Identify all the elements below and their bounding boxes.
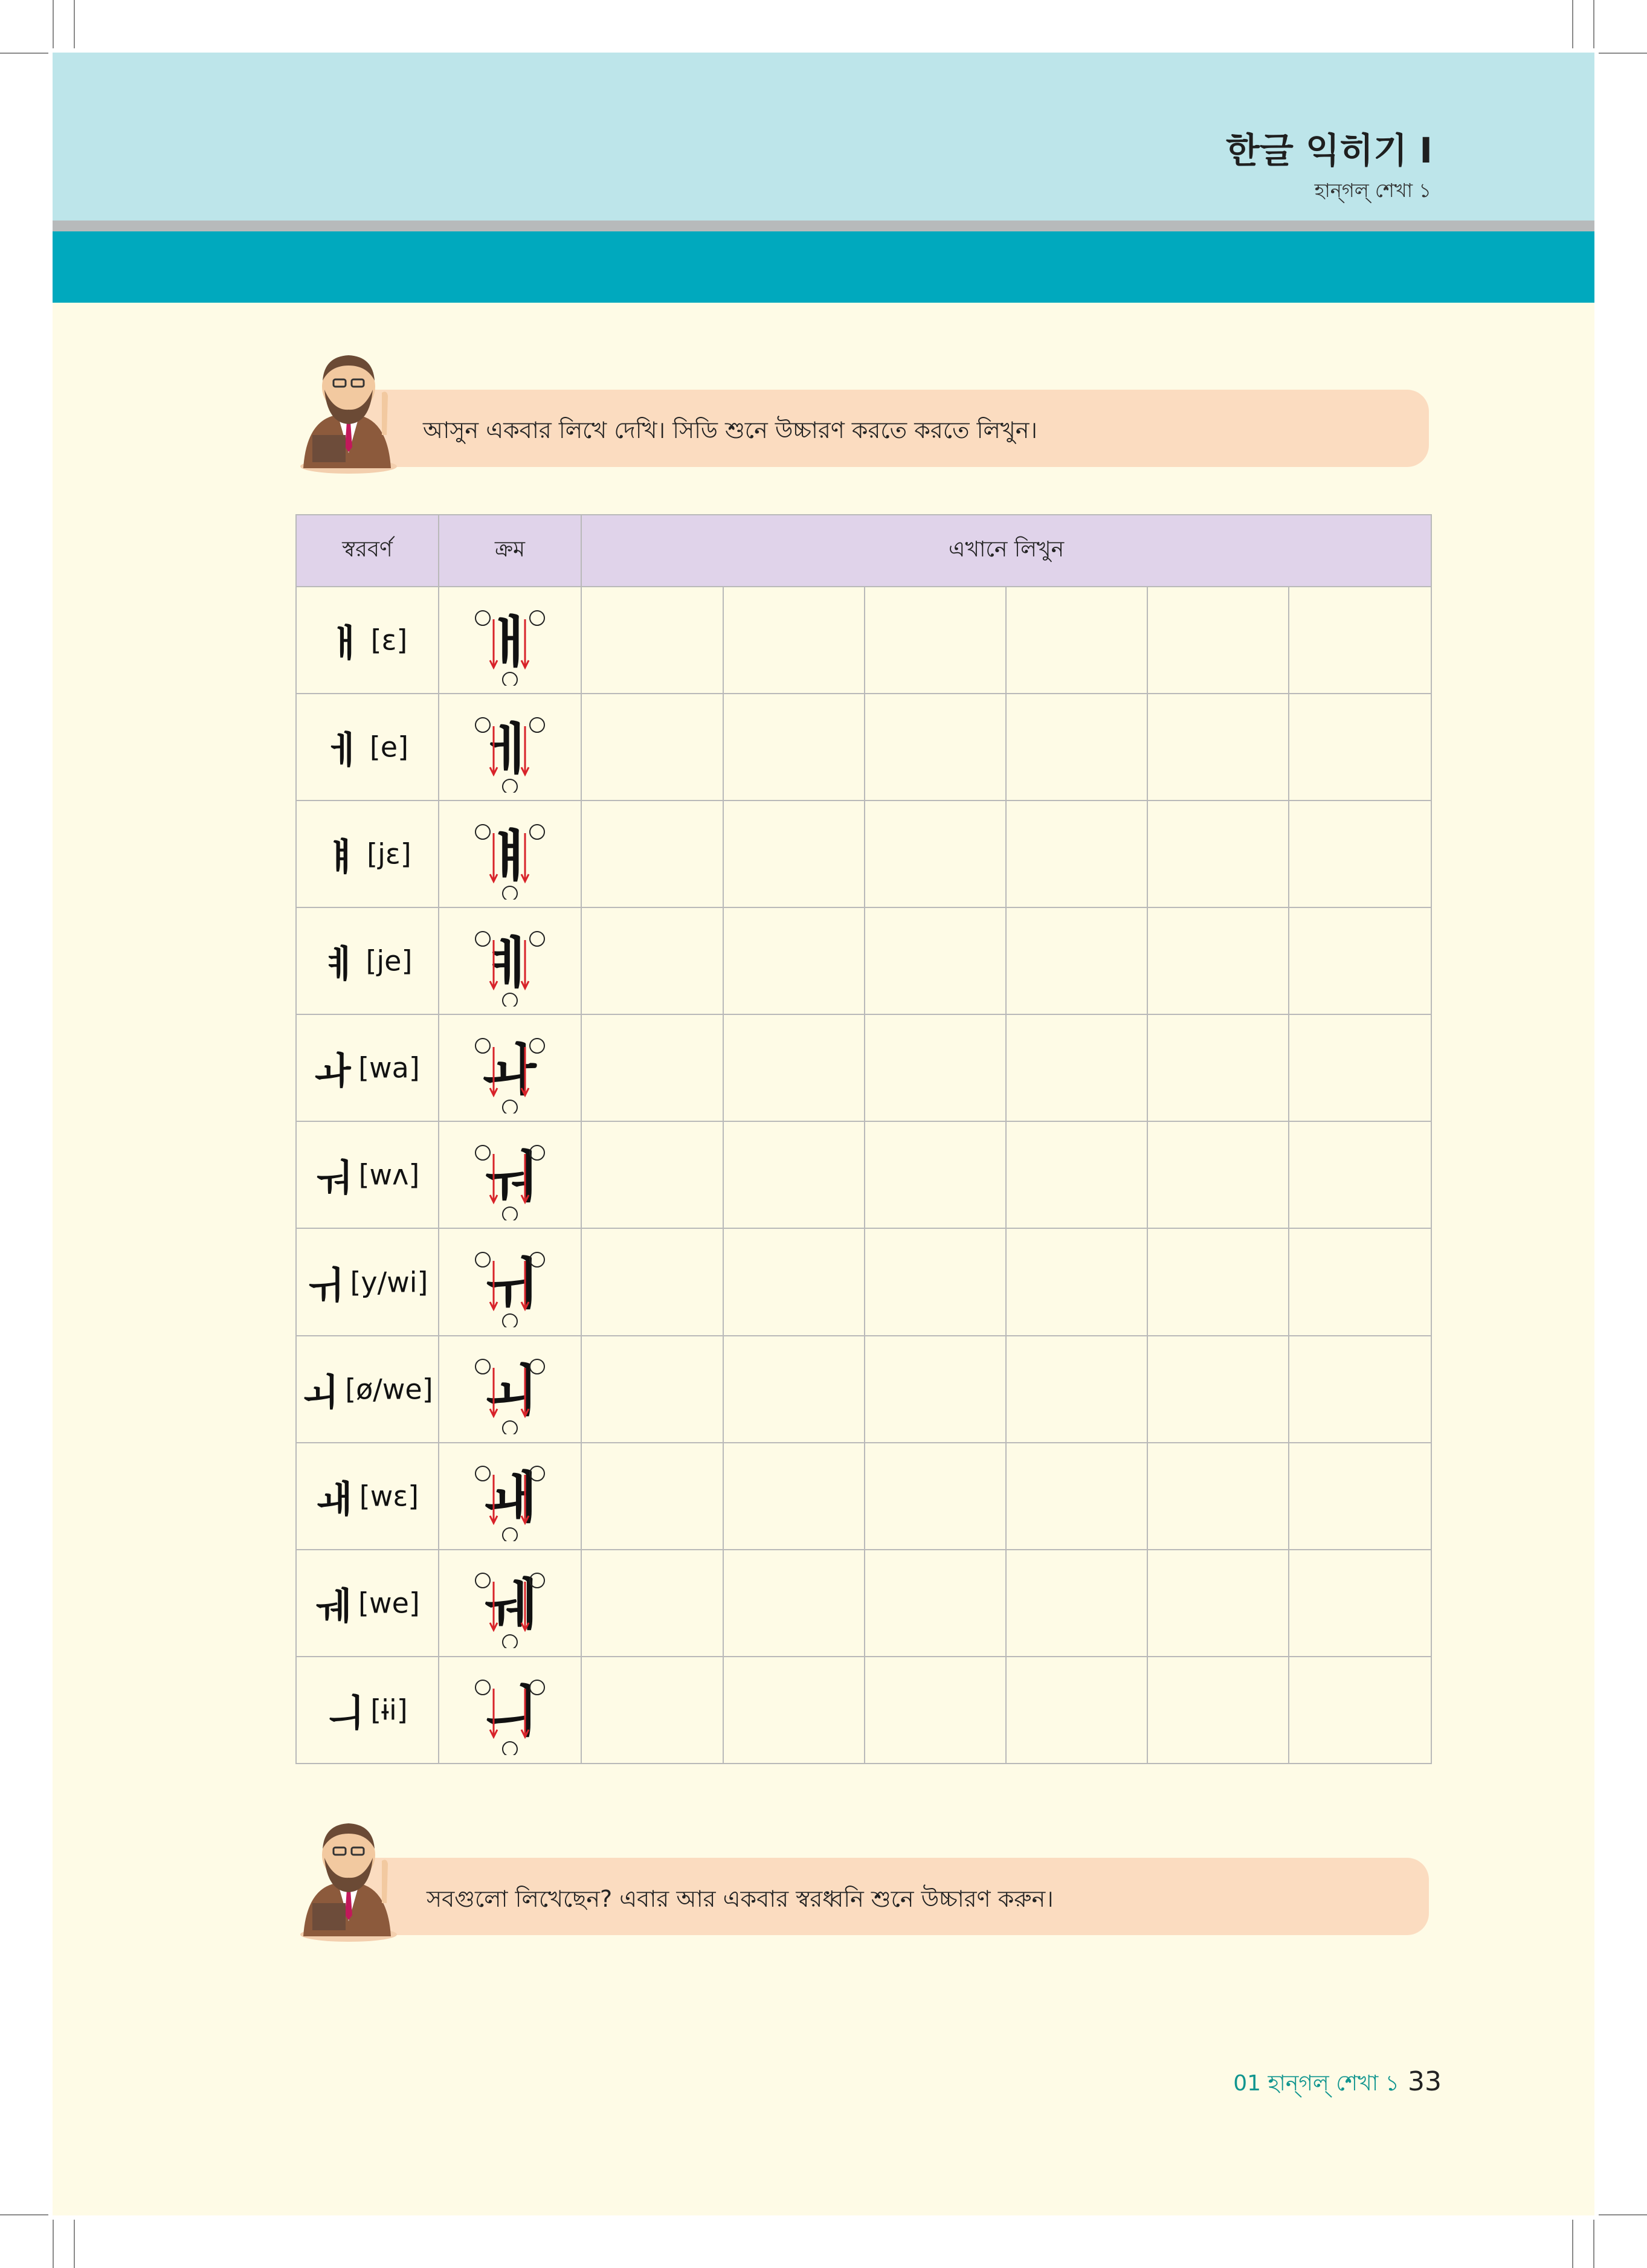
writing-practice-cell[interactable] [1147, 1336, 1289, 1443]
vowel-cell [296, 907, 439, 1014]
writing-practice-cell[interactable] [1006, 1014, 1147, 1121]
crop-mark [74, 0, 75, 48]
stroke-order-glyph: ㅟ [483, 1252, 537, 1316]
stroke-order-cell [439, 1121, 581, 1228]
vowel-character: ㅒ [323, 835, 360, 880]
stroke-order-cell [439, 801, 581, 907]
stroke-order-cell [439, 1014, 581, 1121]
writing-practice-cell[interactable] [581, 1550, 723, 1657]
writing-practice-cell[interactable] [1147, 1657, 1289, 1764]
header-divider [53, 221, 1594, 231]
writing-practice-cell[interactable] [865, 1550, 1006, 1657]
writing-practice-cell[interactable] [581, 587, 723, 694]
writing-practice-cell[interactable] [1006, 1336, 1147, 1443]
table-row [296, 907, 1431, 1014]
vowel-cell [296, 587, 439, 694]
teacher-illustration-icon [291, 1806, 400, 1942]
writing-practice-cell[interactable] [865, 1228, 1006, 1335]
writing-practice-cell[interactable] [1147, 1550, 1289, 1657]
stroke-order-cell [439, 907, 581, 1014]
writing-practice-cell[interactable] [1289, 587, 1431, 694]
writing-practice-cell[interactable] [1289, 1228, 1431, 1335]
vowel-ipa: [ɛ] [370, 623, 408, 657]
stroke-order-diagram-icon [465, 1344, 555, 1434]
table-row [296, 1550, 1431, 1657]
crop-mark [1572, 2220, 1573, 2268]
vowel-cell [296, 1443, 439, 1550]
writing-practice-cell[interactable] [723, 1336, 865, 1443]
writing-practice-cell[interactable] [1147, 1443, 1289, 1550]
writing-practice-cell[interactable] [1147, 907, 1289, 1014]
vowel-cell [296, 1657, 439, 1764]
table-header-row [296, 515, 1431, 587]
header-stroke-order: ক্রম [439, 515, 581, 587]
stroke-order-diagram-icon [465, 1237, 555, 1327]
footer-chapter: 01 হান্গল্ শেখা ১ [1233, 2071, 1399, 2096]
writing-practice-cell[interactable] [723, 907, 865, 1014]
page-title: 한글 익히기 I [1225, 130, 1433, 171]
vowel-cell [296, 1014, 439, 1121]
table-row [296, 1121, 1431, 1228]
writing-practice-cell[interactable] [1289, 1443, 1431, 1550]
vowel-practice-table [295, 514, 1432, 1764]
writing-practice-cell[interactable] [865, 907, 1006, 1014]
vowel-cell [296, 1228, 439, 1335]
vowel-ipa: [ɨi] [370, 1693, 408, 1727]
writing-practice-cell[interactable] [723, 1014, 865, 1121]
vowel-ipa: [wa] [358, 1051, 420, 1084]
writing-practice-cell[interactable] [1147, 587, 1289, 694]
table-row [296, 587, 1431, 694]
vowel-ipa: [we] [358, 1587, 420, 1620]
crop-mark [1572, 0, 1573, 48]
stroke-order-glyph: ㅝ [483, 1144, 537, 1210]
vowel-character: ㅟ [306, 1263, 343, 1307]
crop-mark [1593, 2220, 1594, 2268]
writing-practice-cell[interactable] [1289, 694, 1431, 801]
writing-practice-cell[interactable] [1006, 1657, 1147, 1764]
writing-practice-cell[interactable] [1006, 587, 1147, 694]
writing-practice-cell[interactable] [581, 801, 723, 907]
writing-practice-cell[interactable] [1006, 1550, 1147, 1657]
writing-practice-cell[interactable] [723, 694, 865, 801]
crop-mark [1593, 0, 1594, 48]
stroke-order-cell [439, 1657, 581, 1764]
writing-practice-cell[interactable] [723, 1550, 865, 1657]
crop-mark [0, 53, 48, 54]
writing-practice-cell[interactable] [865, 1336, 1006, 1443]
writing-practice-cell[interactable] [1006, 907, 1147, 1014]
writing-practice-cell[interactable] [1289, 801, 1431, 907]
stroke-order-cell [439, 1550, 581, 1657]
crop-mark [53, 2220, 54, 2268]
stroke-order-diagram-icon [465, 1664, 555, 1755]
stroke-order-glyph: ㅒ [483, 823, 537, 889]
writing-practice-cell[interactable] [723, 587, 865, 694]
writing-practice-cell[interactable] [581, 1657, 723, 1764]
vowel-character: ㅐ [327, 621, 364, 666]
instruction-text-bottom: সবগুলো লিখেছেন? এবার আর একবার স্বরধ্বনি শুনে উচ্চারণ করুন। [427, 1886, 1054, 1912]
stroke-order-glyph: ㅘ [483, 1037, 537, 1103]
writing-practice-cell[interactable] [865, 1657, 1006, 1764]
header-write-here: এখানে লিখুন [581, 515, 1431, 587]
writing-practice-cell[interactable] [865, 587, 1006, 694]
page-subtitle: হান্গল্ শেখা ১ [1314, 179, 1431, 202]
crop-mark [74, 2220, 75, 2268]
stroke-order-cell [439, 1228, 581, 1335]
writing-practice-cell[interactable] [1289, 1657, 1431, 1764]
vowel-ipa: [ø/we] [345, 1373, 433, 1406]
stroke-order-glyph: ㅔ [483, 717, 537, 782]
page-footer [1233, 2066, 1442, 2103]
writing-practice-cell[interactable] [865, 801, 1006, 907]
vowel-character: ㅖ [322, 942, 359, 987]
table-row [296, 1336, 1431, 1443]
stroke-order-diagram-icon [465, 809, 555, 900]
stroke-order-cell [439, 694, 581, 801]
table-row [296, 1657, 1431, 1764]
writing-practice-cell[interactable] [723, 1443, 865, 1550]
vowel-ipa: [wʌ] [358, 1158, 420, 1191]
teacher-illustration-icon [291, 338, 400, 474]
writing-practice-cell[interactable] [1289, 1550, 1431, 1657]
writing-practice-cell[interactable] [1289, 907, 1431, 1014]
writing-practice-cell[interactable] [723, 1228, 865, 1335]
stroke-order-diagram-icon [465, 1130, 555, 1220]
header-vowel: স্বরবর্ণ [296, 515, 439, 587]
stroke-order-glyph: ㅢ [483, 1680, 537, 1745]
vowel-character: ㅞ [315, 1583, 352, 1628]
crop-mark [0, 2214, 48, 2215]
writing-practice-cell[interactable] [1147, 1014, 1289, 1121]
vowel-ipa: [e] [369, 730, 409, 764]
stroke-order-glyph: ㅐ [483, 610, 537, 675]
stroke-order-glyph: ㅞ [483, 1573, 537, 1638]
writing-practice-cell[interactable] [581, 1014, 723, 1121]
vowel-cell [296, 694, 439, 801]
vowel-character: ㅘ [315, 1049, 352, 1094]
vowel-character: ㅢ [327, 1690, 364, 1735]
table-row [296, 694, 1431, 801]
header-teal-band [53, 231, 1594, 303]
writing-practice-cell[interactable] [1006, 801, 1147, 907]
vowel-cell [296, 1550, 439, 1657]
writing-practice-cell[interactable] [1289, 1336, 1431, 1443]
page-number: 33 [1408, 2066, 1442, 2097]
table-row [296, 1228, 1431, 1335]
writing-practice-cell[interactable] [1147, 1121, 1289, 1228]
instruction-text-top: আসুন একবার লিখে দেখি। সিডি শুনে উচ্চারণ করতে করতে লিখুন। [423, 417, 1038, 443]
table-row [296, 1014, 1431, 1121]
stroke-order-glyph: ㅖ [483, 930, 537, 996]
writing-practice-cell[interactable] [1289, 1014, 1431, 1121]
writing-practice-cell[interactable] [581, 1228, 723, 1335]
vowel-cell [296, 1121, 439, 1228]
writing-practice-cell[interactable] [1006, 694, 1147, 801]
writing-practice-cell[interactable] [1147, 1228, 1289, 1335]
table-row [296, 801, 1431, 907]
stroke-order-diagram-icon [465, 595, 555, 686]
stroke-order-glyph: ㅚ [483, 1359, 537, 1424]
writing-practice-cell[interactable] [1147, 801, 1289, 907]
stroke-order-diagram-icon [465, 1451, 555, 1541]
writing-practice-cell[interactable] [581, 1443, 723, 1550]
crop-mark [1599, 53, 1647, 54]
vowel-character: ㅔ [326, 728, 363, 773]
vowel-ipa: [je] [366, 944, 413, 978]
writing-practice-cell[interactable] [581, 694, 723, 801]
stroke-order-cell [439, 1336, 581, 1443]
stroke-order-diagram-icon [465, 916, 555, 1007]
stroke-order-diagram-icon [465, 1558, 555, 1648]
writing-practice-cell[interactable] [865, 694, 1006, 801]
vowel-character: ㅙ [315, 1477, 352, 1521]
writing-practice-cell[interactable] [1006, 1228, 1147, 1335]
writing-practice-cell[interactable] [865, 1121, 1006, 1228]
writing-practice-cell[interactable] [1147, 694, 1289, 801]
stroke-order-diagram-icon [465, 702, 555, 793]
writing-practice-cell[interactable] [1006, 1121, 1147, 1228]
stroke-order-glyph: ㅙ [483, 1466, 537, 1531]
vowel-character: ㅝ [315, 1156, 352, 1200]
writing-practice-cell[interactable] [723, 1657, 865, 1764]
writing-practice-cell[interactable] [1006, 1443, 1147, 1550]
stroke-order-diagram-icon [465, 1023, 555, 1113]
crop-mark [1599, 2214, 1647, 2215]
vowel-character: ㅚ [301, 1370, 338, 1414]
writing-practice-cell[interactable] [1289, 1121, 1431, 1228]
writing-practice-cell[interactable] [865, 1014, 1006, 1121]
table-row [296, 1443, 1431, 1550]
vowel-ipa: [jɛ] [367, 837, 411, 871]
writing-practice-cell[interactable] [723, 801, 865, 907]
stroke-order-cell [439, 587, 581, 694]
writing-practice-cell[interactable] [581, 1121, 723, 1228]
stroke-order-cell [439, 1443, 581, 1550]
writing-practice-cell[interactable] [581, 907, 723, 1014]
vowel-ipa: [y/wi] [350, 1266, 428, 1298]
writing-practice-cell[interactable] [865, 1443, 1006, 1550]
vowel-ipa: [wɛ] [359, 1480, 419, 1513]
writing-practice-cell[interactable] [581, 1336, 723, 1443]
writing-practice-cell[interactable] [723, 1121, 865, 1228]
vowel-cell [296, 801, 439, 907]
crop-mark [53, 0, 54, 48]
vowel-cell [296, 1336, 439, 1443]
